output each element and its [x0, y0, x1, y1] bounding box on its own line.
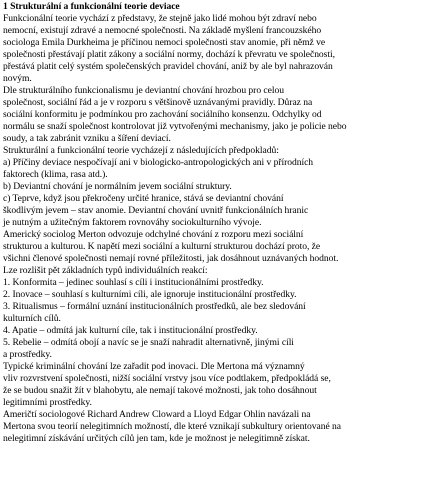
- list-item-line: je nutným a užitečným faktorem rovnováhy sociokulturního vývoje.: [3, 217, 262, 228]
- paragraph-line: nemocní, existují zdravé a nemocné společnosti. Na základě myšlení francouzského: [3, 25, 322, 36]
- paragraph-line: společnost, sociální řád a je v rozporu s většinově uznávanými pravidly. Důraz na: [3, 97, 313, 108]
- list-item-line: c) Teprve, když jsou překročeny určité hranice, stává se deviantní chování: [3, 193, 284, 204]
- paragraph-line: nelegitimní získávání určitých cílů jen tam, kde je možnost je nelegitimně získat.: [3, 433, 310, 444]
- list-item-line: 1. Konformita – jedinec souhlasí s cíli i institucionálními prostředky.: [3, 277, 264, 288]
- list-item-line: a) Příčiny deviace nespočívají ani v biologicko-antropologických ani v přírodních: [3, 157, 314, 168]
- paragraph-line: normálu se snaží společnost kontrolovat již vytvořenými mechanismy, jako je policie nebo: [3, 121, 347, 132]
- paragraph-line: Strukturální a funkcionální teorie vycházejí z následujících předpokladů:: [3, 145, 279, 156]
- paragraph-line: novým.: [3, 73, 32, 84]
- paragraph-line: že se budou snažit žít v blahobytu, ale nemají takové možnosti, jak toho dosáhnout: [3, 385, 317, 396]
- list-item-line: 3. Ritualismus – formální uznání institucionálních prostředků, ale bez sledování: [3, 301, 306, 312]
- paragraph-line: vliv rozvrstvení společnosti, nižší sociální vrstvy jsou více podtlakem, předpokládá se,: [3, 373, 331, 384]
- paragraph-line: Američtí sociologové Richard Andrew Cloward a Lloyd Edgar Ohlin navázali na: [3, 409, 311, 420]
- paragraph-line: strukturou a kulturou. K napětí mezi sociální a kulturní strukturou dochází proto, že: [3, 241, 321, 252]
- paragraph-line: Mertona svou teorií nelegitimních možností, dle které vznikají subkultury orientované na: [3, 421, 341, 432]
- list-item-line: 2. Inovace – souhlasí s kulturními cíli, ale ignoruje institucionální prostředky.: [3, 289, 297, 300]
- document-heading: 1 Strukturální a funkcionální teorie deviace: [3, 1, 180, 12]
- paragraph-line: Lze rozlišit pět základních typů individuálních reakcí:: [3, 265, 208, 276]
- list-item-line: a prostředky.: [3, 349, 52, 360]
- paragraph-line: přestává platit celý systém společenských pravidel chování, aniž by ale byl nahrazován: [3, 61, 333, 72]
- list-item-line: 5. Rebelie – odmítá obojí a navíc se je snaží nahradit alternativně, jinými cíli: [3, 337, 294, 348]
- paragraph-line: legitimními prostředky.: [3, 397, 92, 408]
- paragraph-line: Americký sociolog Merton odvozuje odchylné chování z rozporu mezi sociální: [3, 229, 304, 240]
- paragraph-line: sociální konformitu je podmínkou pro zachování sociálního konsenzu. Odchylky od: [3, 109, 322, 120]
- paragraph-line: Dle strukturálního funkcionalismu je deviantní chování hrozbou pro celou: [3, 85, 284, 96]
- paragraph-line: společnosti přestávají platit zákony a sociální normy, dochází k převratu ve společnosti,: [3, 49, 335, 60]
- paragraph-line: Typické kriminální chování lze zařadit pod inovaci. Dle Mertona má významný: [3, 361, 305, 372]
- list-item-line: b) Deviantní chování je normálním jevem sociální struktury.: [3, 181, 232, 192]
- paragraph-line: Funkcionální teorie vychází z představy, že stejně jako lidé mohou být zdraví nebo: [3, 13, 317, 24]
- paragraph-line: všichni členové společnosti nemají rovné příležitosti, jak dosáhnout uznávaných hodnot.: [3, 253, 339, 264]
- paragraph-line: soudy, a tak zabránit vzniku a šíření deviací.: [3, 133, 171, 144]
- list-item-line: kulturních cílů.: [3, 313, 61, 324]
- list-item-line: 4. Apatie – odmítá jak kulturní cíle, tak i institucionální prostředky.: [3, 325, 258, 336]
- document-body: [3, 1, 423, 445]
- list-item-line: faktorech (klima, rasa atd.).: [3, 169, 108, 180]
- list-item-line: škodlivým jevem – stav anomie. Deviantní chování uvnitř funkcionálních hranic: [3, 205, 309, 216]
- paragraph-line: sociologa Emila Durkheima je příčinou nemoci společnosti stav anomie, při němž ve: [3, 37, 326, 48]
